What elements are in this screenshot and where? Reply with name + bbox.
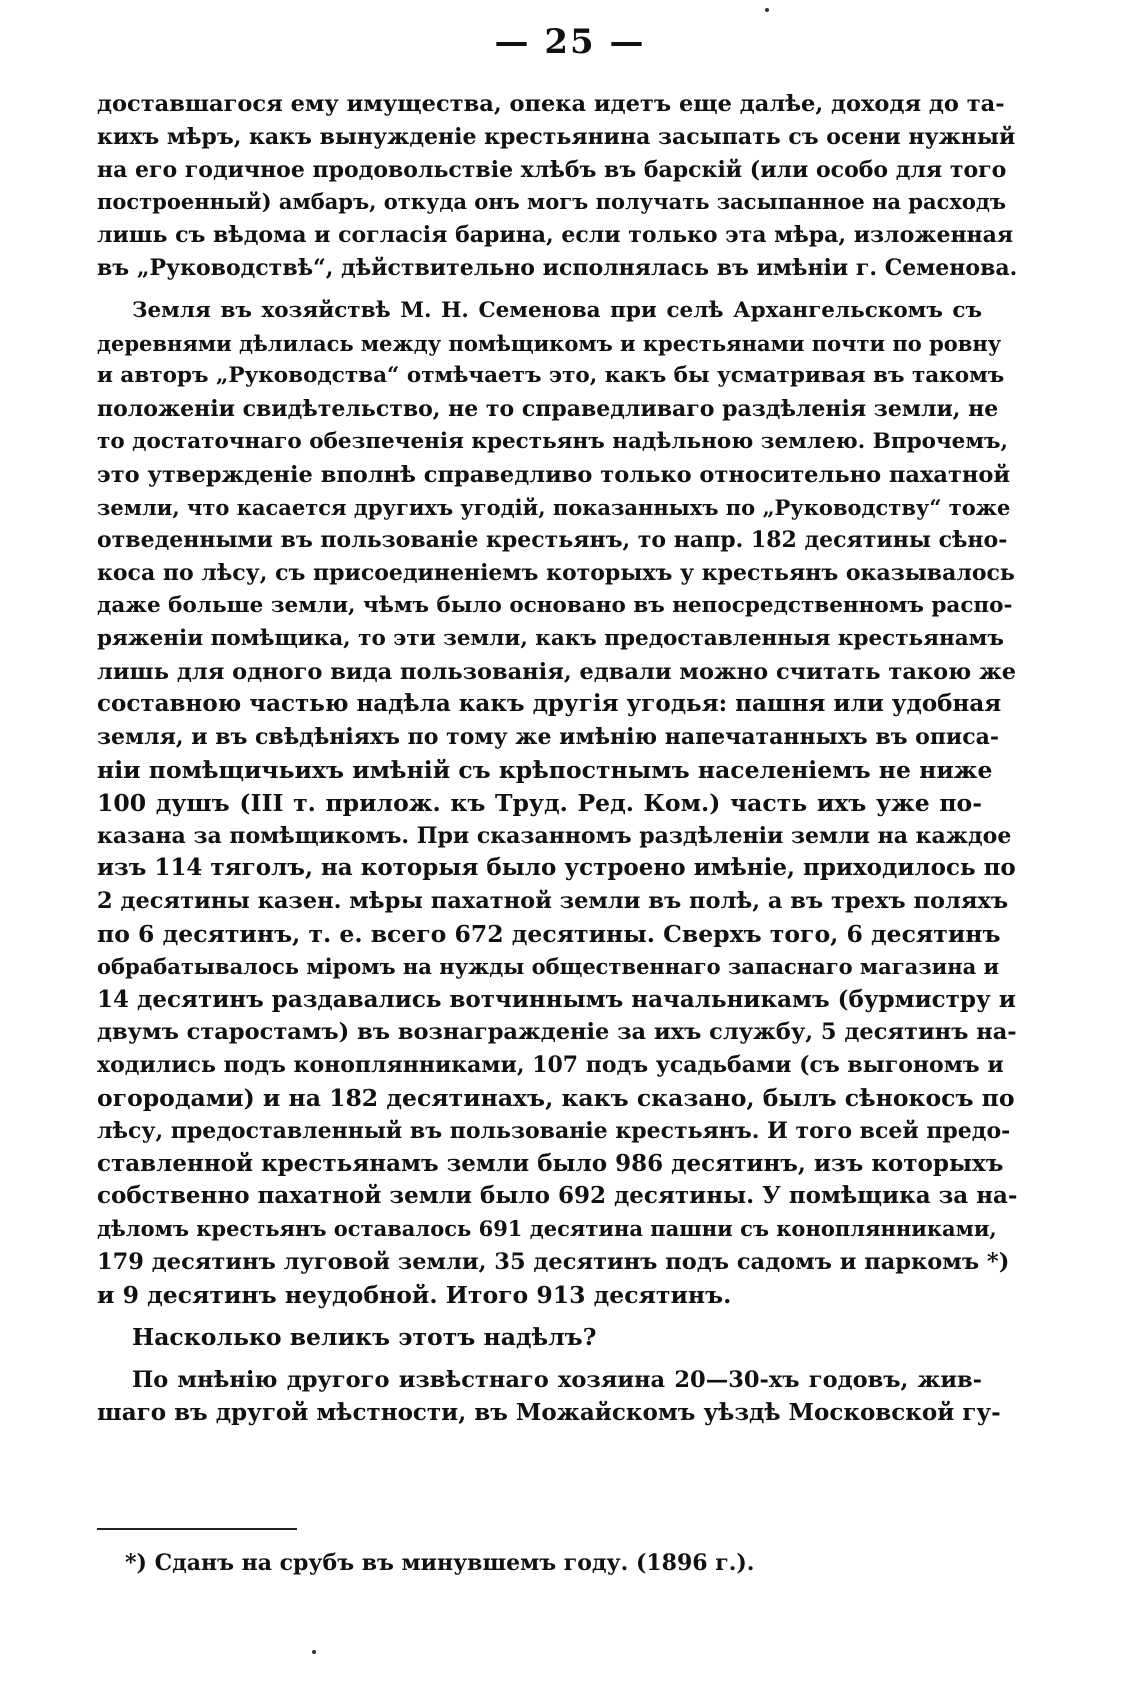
text-line: 14 десятинъ раздавались вотчиннымъ начальникамъ (бурмистру и	[97, 985, 1016, 1013]
text-line: земли, что касается другихъ угодій, показанныхъ по „Руководству“ тоже	[97, 494, 1011, 520]
text-line: Насколько великъ этотъ надѣлъ?	[132, 1323, 597, 1352]
footnote-divider	[97, 1528, 297, 1530]
text-line: лѣсу, предоставленный въ пользованіе крестьянъ. И того всей предо-	[97, 1117, 1011, 1144]
paragraph-gap	[97, 1311, 982, 1321]
text-line: изъ 114 тяголъ, на которыя было устроено имѣніе, приходилось по	[97, 854, 1016, 882]
scan-speck	[312, 1650, 316, 1654]
paragraph	[97, 1364, 1001, 1430]
text-line: казана за помѣщикомъ. При сказанномъ раздѣленіи земли на каждое	[97, 822, 1012, 849]
text-line: огородами) и на 182 десятинахъ, какъ сказано, былъ сѣнокосъ по	[97, 1083, 1015, 1112]
text-line: лишь для одного вида пользованія, едвали можно считать такою же	[97, 658, 1017, 685]
text-line: даже больше земли, чѣмъ было основано въ непосредственномъ распо-	[97, 592, 1013, 618]
scan-speck	[765, 8, 769, 12]
paragraph	[97, 1321, 982, 1354]
text-line: ряженіи помѣщика, то эти земли, какъ предоставленныя крестьянамъ	[97, 625, 1004, 651]
paragraph	[97, 88, 1018, 285]
text-line: лишь съ вѣдома и согласія барина, если только эта мѣра, изложенная	[97, 222, 1014, 249]
text-line: По мнѣнію другого извѣстнаго хозяина 20—30-хъ годовъ, жив-	[132, 1367, 982, 1394]
body-text	[97, 88, 1018, 1430]
text-line: построенный) амбаръ, откуда онъ могъ получать засыпанное на расходъ	[97, 189, 1007, 215]
text-line: Земля въ хозяйствѣ М. Н. Семенова при селѣ Архангельскомъ съ	[132, 297, 982, 323]
text-line: положеніи свидѣтельство, не то справедливаго раздѣленія земли, не	[97, 396, 999, 423]
page-number: — 25 —	[494, 22, 646, 62]
text-line: это утвержденіе вполнѣ справедливо только относительно пахатной	[97, 461, 1011, 488]
text-line: доставшагося ему имущества, опека идетъ еще далѣе, доходя до та-	[97, 91, 1005, 117]
text-line: и 9 десятинъ неудобной. Итого 913 десятинъ.	[97, 1280, 732, 1309]
text-line: ходились подъ коноплянниками, 107 подъ усадьбами (съ выгономъ и	[97, 1052, 1004, 1079]
text-line: 179 десятинъ луговой земли, 35 десятинъ подъ садомъ и паркомъ *)	[97, 1248, 1010, 1275]
text-line: на его годичное продовольствіе хлѣбъ въ барскій (или особо для того	[97, 156, 1007, 183]
text-line: коса по лѣсу, съ присоединеніемъ которыхъ у крестьянъ оказывалось	[97, 560, 1015, 587]
text-line: то достаточнаго обезпеченія крестьянъ надѣльною землею. Впрочемъ,	[97, 428, 1009, 454]
text-line: ніи помѣщичьихъ имѣній съ крѣпостнымъ населеніемъ не ниже	[97, 755, 993, 784]
text-line: 100 душъ (III т. прилож. къ Труд. Ред. Ком.) часть ихъ уже по-	[97, 788, 982, 817]
paragraph-gap	[97, 285, 982, 295]
text-line: по 6 десятинъ, т. е. всего 672 десятины. Сверхъ того, 6 десятинъ	[97, 919, 1001, 948]
paragraph-gap	[97, 1354, 982, 1364]
paragraph	[97, 295, 1018, 1312]
text-line: собственно пахатной земли было 692 десятины. У помѣщика за на-	[97, 1182, 1018, 1210]
text-line: кихъ мѣръ, какъ вынужденіе крестьянина засыпать съ осени нужный	[97, 123, 1016, 150]
text-line: и авторъ „Руководства“ отмѣчаетъ это, какъ бы усматривая въ такомъ	[97, 363, 1005, 389]
text-line: 2 десятины казен. мѣры пахатной земли въ полѣ, а въ трехъ поляхъ	[97, 888, 1009, 915]
text-line: въ „Руководствѣ“, дѣйствительно исполнялась въ имѣніи г. Семенова.	[97, 254, 1018, 281]
footnote: *) Сданъ на срубъ въ минувшемъ году. (1896 г.).	[125, 1550, 755, 1576]
text-line: шаго въ другой мѣстности, въ Можайскомъ уѣздѣ Московской гу-	[97, 1399, 1001, 1427]
text-line: ставленной крестьянамъ земли было 986 десятинъ, изъ которыхъ	[97, 1149, 1004, 1177]
text-line: обрабатывалось міромъ на нужды общественнаго запаснаго магазина и	[97, 953, 1000, 979]
text-line: составною частью надѣла какъ другія угодья: пашня или удобная	[97, 690, 1002, 718]
text-line: земля, и въ свѣдѣніяхъ по тому же имѣнію напечатанныхъ въ описа-	[97, 724, 1000, 751]
text-line: деревнями дѣлилась между помѣщикомъ и крестьянами почти по ровну	[97, 330, 1002, 356]
text-line: отведенными въ пользованіе крестьянъ, то напр. 182 десятины сѣно-	[97, 527, 1008, 554]
text-line: двумъ старостамъ) въ вознагражденіе за ихъ службу, 5 десятинъ на-	[97, 1019, 1017, 1046]
text-line: дѣломъ крестьянъ оставалось 691 десятина пашни съ коноплянниками,	[97, 1216, 997, 1242]
